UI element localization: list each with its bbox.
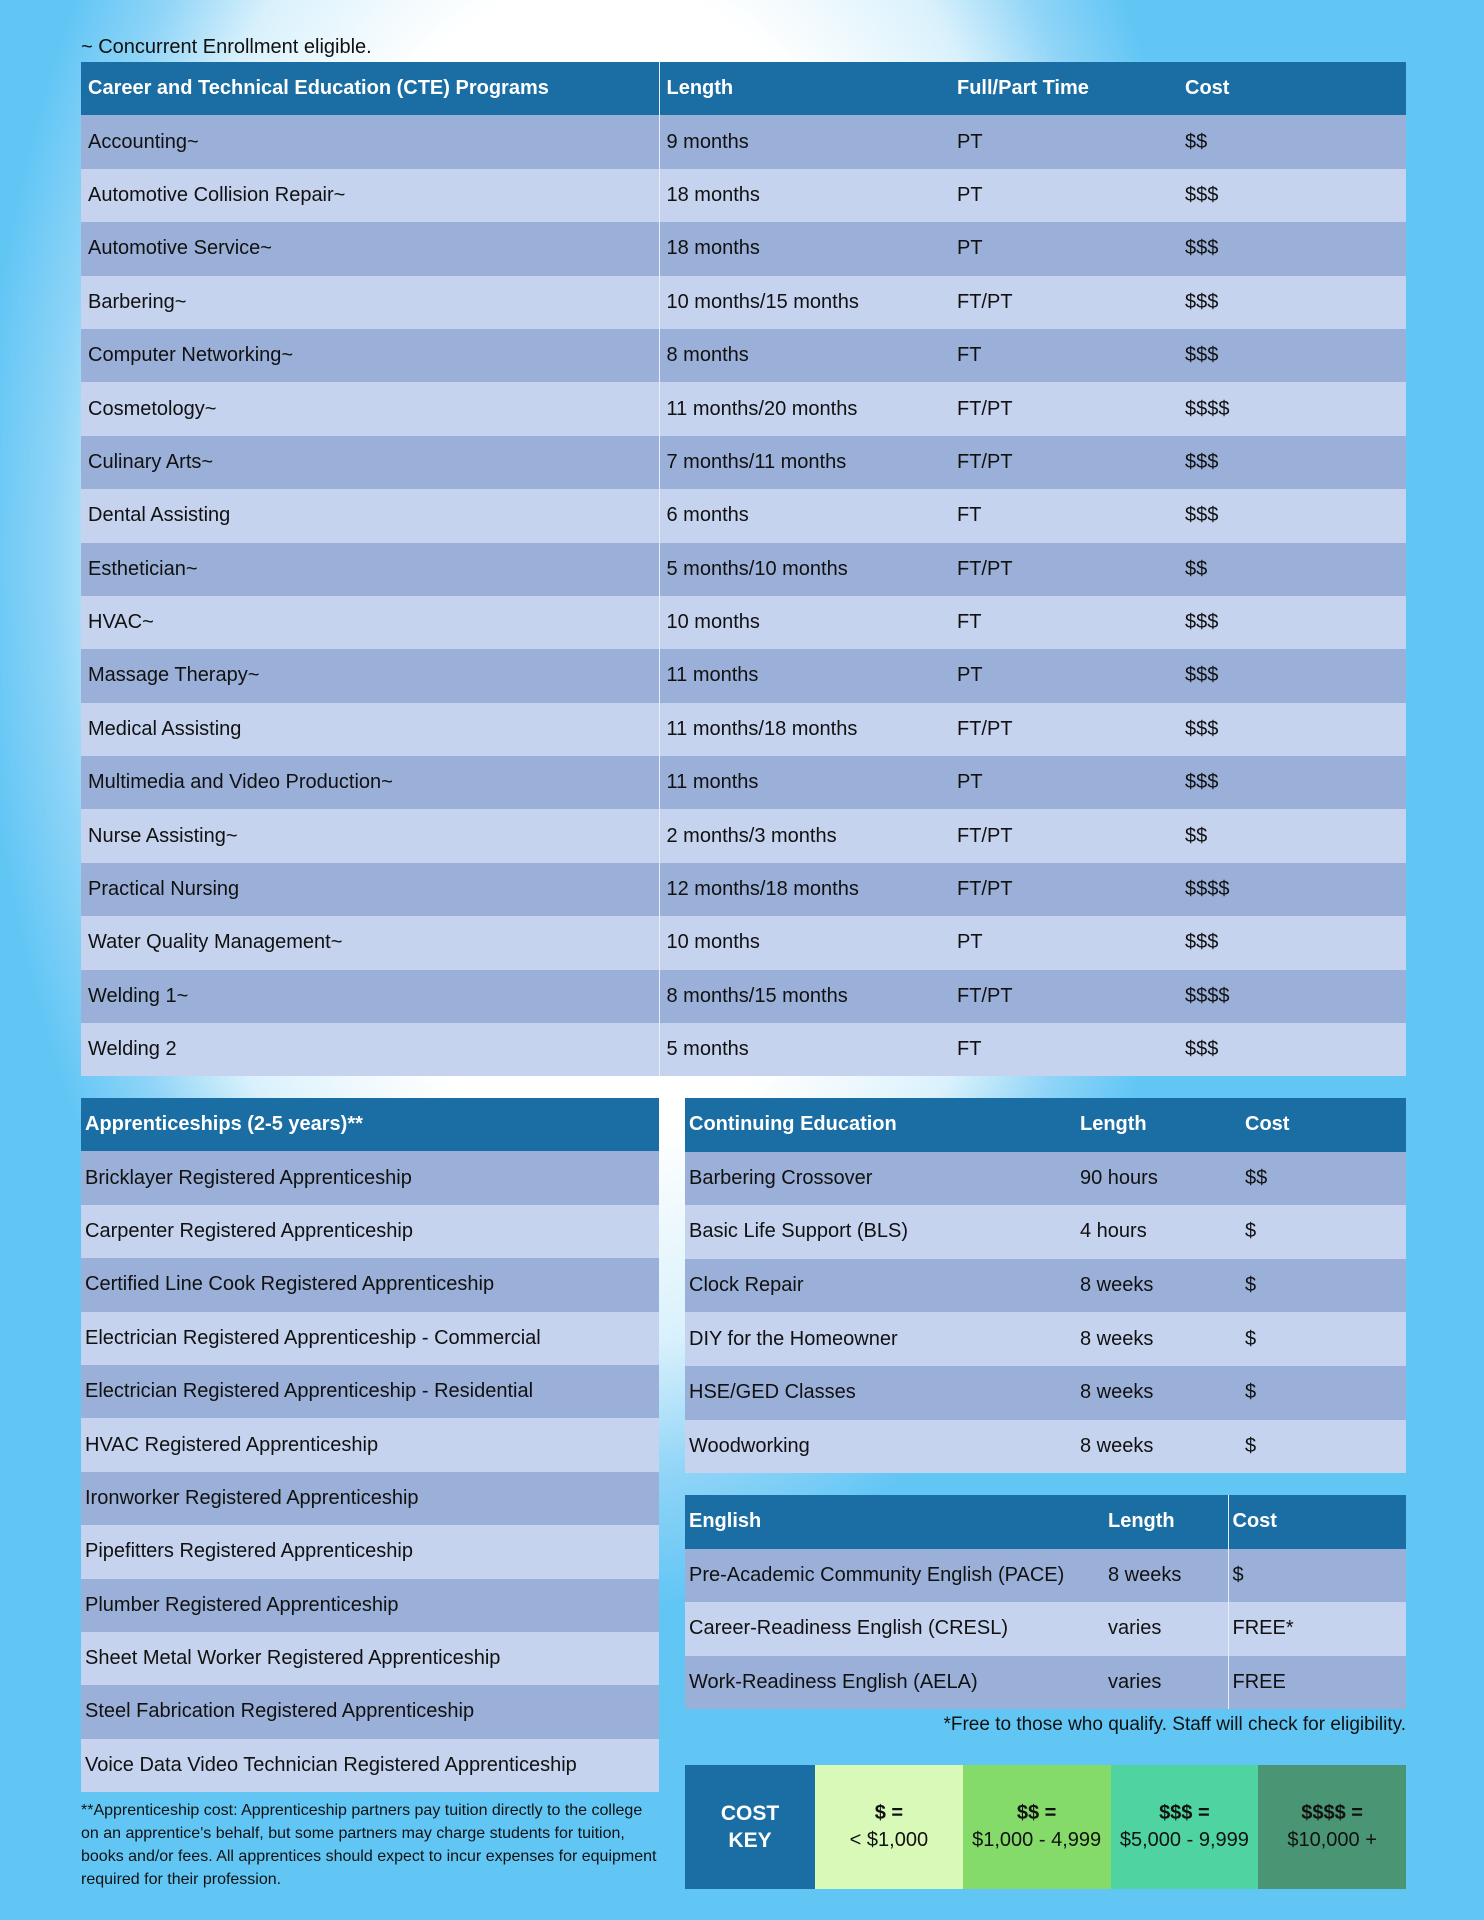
apprenticeship-name: Electrician Registered Apprenticeship - Commercial xyxy=(81,1312,659,1365)
course-cost: $ xyxy=(1241,1366,1406,1420)
apprenticeship-row xyxy=(81,1312,659,1365)
apprenticeship-name: Sheet Metal Worker Registered Apprenticeship xyxy=(81,1632,659,1685)
program-cost: $$$ xyxy=(1178,276,1406,329)
cost-key-range: $1,000 - 4,999 xyxy=(972,1829,1102,1851)
cte-program-row xyxy=(81,1023,1406,1076)
program-cost: $$$$ xyxy=(1178,970,1406,1023)
program-cost: $$$ xyxy=(1178,436,1406,489)
program-length: 10 months/15 months xyxy=(659,276,950,329)
program-name: Automotive Service~ xyxy=(81,222,659,275)
program-name: Dental Assisting xyxy=(81,489,659,542)
course-cost: $ xyxy=(1241,1312,1406,1366)
cte-program-row xyxy=(81,329,1406,382)
cost-key-tier-3 xyxy=(1111,1765,1259,1889)
program-time: FT/PT xyxy=(950,809,1178,862)
cte-header-length: Length xyxy=(659,62,950,115)
cte-program-row xyxy=(81,596,1406,649)
eng-header-length: Length xyxy=(1104,1495,1228,1549)
program-time: FT/PT xyxy=(950,970,1178,1023)
program-name: Practical Nursing xyxy=(81,863,659,916)
course-cost: FREE* xyxy=(1228,1602,1406,1656)
course-length: 8 weeks xyxy=(1076,1312,1241,1366)
ce-course-row xyxy=(685,1205,1406,1259)
apprenticeship-name: Steel Fabrication Registered Apprenticeship xyxy=(81,1685,659,1738)
program-name: Massage Therapy~ xyxy=(81,649,659,702)
program-name: Nurse Assisting~ xyxy=(81,809,659,862)
cte-programs-table xyxy=(81,62,1406,1076)
program-length: 10 months xyxy=(659,596,950,649)
course-length: 8 weeks xyxy=(1104,1549,1228,1603)
cost-key-label xyxy=(685,1765,815,1889)
apprenticeship-row xyxy=(81,1151,659,1204)
cost-key xyxy=(685,1765,1406,1889)
cte-header-program: Career and Technical Education (CTE) Programs xyxy=(81,62,659,115)
course-length: 8 weeks xyxy=(1076,1366,1241,1420)
program-name: Multimedia and Video Production~ xyxy=(81,756,659,809)
cte-program-row xyxy=(81,222,1406,275)
cost-key-range: $5,000 - 9,999 xyxy=(1119,1829,1249,1851)
program-length: 18 months xyxy=(659,169,950,222)
eng-header-row xyxy=(685,1495,1406,1549)
program-name: Esthetician~ xyxy=(81,543,659,596)
program-time: FT/PT xyxy=(950,703,1178,756)
ce-course-row xyxy=(685,1312,1406,1366)
program-name: Medical Assisting xyxy=(81,703,659,756)
program-length: 9 months xyxy=(659,115,950,168)
course-name: HSE/GED Classes xyxy=(685,1366,1076,1420)
cost-key-label-line1: COST xyxy=(720,1802,780,1825)
apprenticeship-name: Pipefitters Registered Apprenticeship xyxy=(81,1525,659,1578)
program-length: 2 months/3 months xyxy=(659,809,950,862)
program-name: Computer Networking~ xyxy=(81,329,659,382)
english-course-row xyxy=(685,1656,1406,1710)
program-time: FT xyxy=(950,489,1178,542)
ce-header-row xyxy=(685,1098,1406,1152)
apprenticeship-row xyxy=(81,1525,659,1578)
course-length: varies xyxy=(1104,1602,1228,1656)
program-name: Welding 1~ xyxy=(81,970,659,1023)
apprenticeship-row xyxy=(81,1472,659,1525)
program-time: FT/PT xyxy=(950,382,1178,435)
course-name: Woodworking xyxy=(685,1420,1076,1474)
cte-program-row xyxy=(81,703,1406,756)
program-length: 5 months xyxy=(659,1023,950,1076)
cte-program-row xyxy=(81,276,1406,329)
program-name: Culinary Arts~ xyxy=(81,436,659,489)
program-time: FT xyxy=(950,596,1178,649)
apprenticeship-row xyxy=(81,1258,659,1311)
course-name: DIY for the Homeowner xyxy=(685,1312,1076,1366)
course-length: varies xyxy=(1104,1656,1228,1710)
program-cost: $$ xyxy=(1178,809,1406,862)
cte-program-row xyxy=(81,863,1406,916)
apprenticeship-name: Voice Data Video Technician Registered Apprenticeship xyxy=(81,1739,659,1792)
program-length: 10 months xyxy=(659,916,950,969)
ce-header-cost: Cost xyxy=(1241,1098,1406,1152)
program-cost: $$$$ xyxy=(1178,863,1406,916)
program-name: Barbering~ xyxy=(81,276,659,329)
cost-key-range: < $1,000 xyxy=(849,1829,929,1851)
program-time: FT xyxy=(950,329,1178,382)
program-cost: $$$ xyxy=(1178,916,1406,969)
course-cost: $$ xyxy=(1241,1152,1406,1206)
course-cost: $ xyxy=(1241,1205,1406,1259)
apprenticeship-cost-note: **Apprenticeship cost: Apprenticeship partners pay tuition directly to the college on an apprentice's behalf, but some partners may charge students for tuition, books and/or fees. All apprentices should expect to incur expenses for equipment required for their profession. xyxy=(81,1802,657,1888)
cost-key-symbol: $$$ = xyxy=(1159,1802,1210,1824)
ce-course-row xyxy=(685,1420,1406,1474)
course-cost: $ xyxy=(1228,1549,1406,1603)
program-cost: $$$ xyxy=(1178,703,1406,756)
program-time: PT xyxy=(950,756,1178,809)
course-name: Barbering Crossover xyxy=(685,1152,1076,1206)
apprenticeship-row xyxy=(81,1579,659,1632)
cte-program-row xyxy=(81,382,1406,435)
program-name: Welding 2 xyxy=(81,1023,659,1076)
program-cost: $$ xyxy=(1178,543,1406,596)
continuing-education-table xyxy=(685,1098,1406,1473)
course-name: Career-Readiness English (CRESL) xyxy=(685,1602,1104,1656)
program-length: 11 months/20 months xyxy=(659,382,950,435)
cost-key-symbol: $$ = xyxy=(1016,1802,1057,1824)
cte-program-row xyxy=(81,169,1406,222)
cte-program-row xyxy=(81,489,1406,542)
apprenticeship-name: Ironworker Registered Apprenticeship xyxy=(81,1472,659,1525)
cte-header-row xyxy=(81,62,1406,115)
english-table xyxy=(685,1495,1406,1709)
ce-course-row xyxy=(685,1366,1406,1420)
cte-program-row xyxy=(81,970,1406,1023)
program-cost: $$$ xyxy=(1178,756,1406,809)
cte-program-row xyxy=(81,649,1406,702)
program-cost: $$$ xyxy=(1178,596,1406,649)
program-length: 8 months xyxy=(659,329,950,382)
program-time: PT xyxy=(950,916,1178,969)
program-cost: $$$ xyxy=(1178,169,1406,222)
program-time: PT xyxy=(950,649,1178,702)
program-time: FT/PT xyxy=(950,863,1178,916)
apprenticeship-name: HVAC Registered Apprenticeship xyxy=(81,1418,659,1471)
program-name: Cosmetology~ xyxy=(81,382,659,435)
course-length: 4 hours xyxy=(1076,1205,1241,1259)
cte-program-row xyxy=(81,436,1406,489)
program-length: 8 months/15 months xyxy=(659,970,950,1023)
program-time: FT/PT xyxy=(950,436,1178,489)
ce-course-row xyxy=(685,1152,1406,1206)
apprenticeship-row xyxy=(81,1205,659,1258)
apprenticeship-name: Carpenter Registered Apprenticeship xyxy=(81,1205,659,1258)
apprenticeship-name: Bricklayer Registered Apprenticeship xyxy=(81,1151,659,1204)
program-length: 18 months xyxy=(659,222,950,275)
apprenticeship-row xyxy=(81,1365,659,1418)
program-length: 5 months/10 months xyxy=(659,543,950,596)
course-cost: $ xyxy=(1241,1259,1406,1313)
apprenticeship-row xyxy=(81,1739,659,1792)
cost-key-tier-4 xyxy=(1258,1765,1406,1889)
course-name: Clock Repair xyxy=(685,1259,1076,1313)
ce-course-row xyxy=(685,1259,1406,1313)
program-cost: $$$ xyxy=(1178,1023,1406,1076)
cte-header-cost: Cost xyxy=(1178,62,1406,115)
program-length: 11 months/18 months xyxy=(659,703,950,756)
course-length: 8 weeks xyxy=(1076,1259,1241,1313)
cte-program-row xyxy=(81,115,1406,168)
program-time: PT xyxy=(950,115,1178,168)
apprenticeship-row xyxy=(81,1418,659,1471)
cte-header-time: Full/Part Time xyxy=(950,62,1178,115)
appr-header-row xyxy=(81,1098,659,1151)
cost-key-tier-2 xyxy=(963,1765,1111,1889)
apprenticeship-name: Electrician Registered Apprenticeship - Residential xyxy=(81,1365,659,1418)
course-length: 8 weeks xyxy=(1076,1420,1241,1474)
program-cost: $$$$ xyxy=(1178,382,1406,435)
program-name: Water Quality Management~ xyxy=(81,916,659,969)
program-length: 11 months xyxy=(659,756,950,809)
program-cost: $$$ xyxy=(1178,329,1406,382)
appr-header: Apprenticeships (2-5 years)** xyxy=(81,1098,659,1151)
english-course-row xyxy=(685,1602,1406,1656)
course-name: Work-Readiness English (AELA) xyxy=(685,1656,1104,1710)
program-length: 12 months/18 months xyxy=(659,863,950,916)
program-time: FT xyxy=(950,1023,1178,1076)
course-cost: $ xyxy=(1241,1420,1406,1474)
apprenticeships-table xyxy=(81,1098,659,1792)
cte-program-row xyxy=(81,916,1406,969)
program-time: FT/PT xyxy=(950,543,1178,596)
cte-program-row xyxy=(81,543,1406,596)
cte-program-row xyxy=(81,756,1406,809)
concurrent-enrollment-note: ~ Concurrent Enrollment eligible. xyxy=(81,36,372,58)
program-name: Automotive Collision Repair~ xyxy=(81,169,659,222)
course-length: 90 hours xyxy=(1076,1152,1241,1206)
cost-key-symbol: $ = xyxy=(874,1802,904,1824)
cost-key-range: $10,000 + xyxy=(1287,1829,1377,1851)
apprenticeship-name: Plumber Registered Apprenticeship xyxy=(81,1579,659,1632)
english-course-row xyxy=(685,1549,1406,1603)
program-name: Accounting~ xyxy=(81,115,659,168)
program-cost: $$$ xyxy=(1178,222,1406,275)
program-cost: $$ xyxy=(1178,115,1406,168)
ce-header-course: Continuing Education xyxy=(685,1098,1076,1152)
apprenticeship-row xyxy=(81,1632,659,1685)
course-name: Pre-Academic Community English (PACE) xyxy=(685,1549,1104,1603)
cte-program-row xyxy=(81,809,1406,862)
program-length: 7 months/11 months xyxy=(659,436,950,489)
cost-key-symbol: $$$$ = xyxy=(1301,1802,1363,1824)
program-time: FT/PT xyxy=(950,276,1178,329)
cost-key-label-line2: KEY xyxy=(728,1829,772,1852)
apprenticeship-row xyxy=(81,1685,659,1738)
program-time: PT xyxy=(950,222,1178,275)
apprenticeship-name: Certified Line Cook Registered Apprenticeship xyxy=(81,1258,659,1311)
program-time: PT xyxy=(950,169,1178,222)
ce-header-length: Length xyxy=(1076,1098,1241,1152)
free-eligibility-note: *Free to those who qualify. Staff will check for eligibility. xyxy=(943,1714,1406,1735)
course-name: Basic Life Support (BLS) xyxy=(685,1205,1076,1259)
program-length: 6 months xyxy=(659,489,950,542)
eng-header-course: English xyxy=(685,1495,1104,1549)
program-length: 11 months xyxy=(659,649,950,702)
course-cost: FREE xyxy=(1228,1656,1406,1710)
eng-header-cost: Cost xyxy=(1228,1495,1406,1549)
cost-key-tier-1 xyxy=(815,1765,963,1889)
program-name: HVAC~ xyxy=(81,596,659,649)
program-cost: $$$ xyxy=(1178,649,1406,702)
program-cost: $$$ xyxy=(1178,489,1406,542)
